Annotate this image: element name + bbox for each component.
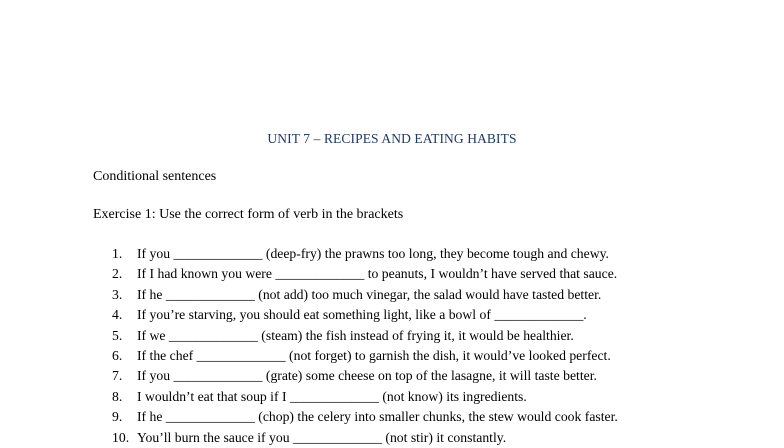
item-text: If he _____________ (not add) too much vinegar, the salad would have tasted better.: [137, 286, 602, 302]
item-number: 2.: [112, 266, 123, 282]
exercise-item: [112, 285, 772, 305]
exercise-item: [112, 428, 772, 448]
item-number: 7.: [112, 368, 123, 384]
item-text: If I had known you were _____________ to peanuts, I wouldn’t have served that sauce.: [137, 266, 618, 282]
item-number: 4.: [112, 307, 123, 323]
item-number: 10.: [112, 429, 130, 445]
item-number: 5.: [112, 327, 123, 343]
item-text: If you _____________ (deep-fry) the prawns too long, they become tough and chewy.: [137, 246, 609, 261]
item-text: I wouldn’t eat that soup if I _____________ (not know) its ingredients.: [137, 388, 527, 404]
item-text: You’ll burn the sauce if you _____________ (not stir) it constantly.: [137, 429, 507, 445]
section-heading: Conditional sentences: [93, 169, 217, 184]
item-number: 8.: [112, 388, 123, 404]
exercise-item: [112, 407, 772, 427]
item-text: If you’re starving, you should eat something light, like a bowl of _____________.: [137, 307, 587, 323]
item-text: If he _____________ (chop) the celery into smaller chunks, the stew would cook faster.: [137, 409, 618, 425]
unit-title: UNIT 7 – RECIPES AND EATING HABITS: [267, 131, 517, 146]
exercise-list: [112, 244, 772, 448]
item-text: If you _____________ (grate) some cheese on top of the lasagne, it will taste better.: [137, 368, 597, 384]
exercise-item: [112, 264, 772, 284]
item-text: If we _____________ (steam) the fish instead of frying it, it would be healthier.: [137, 327, 574, 343]
item-number: 3.: [112, 286, 123, 302]
exercise-item: [112, 366, 772, 386]
exercise-item: [112, 326, 772, 346]
exercise-item: [112, 305, 772, 325]
exercise-heading: Exercise 1: Use the correct form of verb in the brackets: [93, 207, 404, 222]
item-text: If the chef _____________ (not forget) to garnish the dish, it would’ve looked perfect.: [137, 347, 611, 363]
item-number: 1.: [112, 246, 123, 261]
exercise-item: [112, 244, 772, 264]
item-number: 9.: [112, 409, 123, 425]
exercise-item: [112, 387, 772, 407]
exercise-item: [112, 346, 772, 366]
item-number: 6.: [112, 347, 123, 363]
